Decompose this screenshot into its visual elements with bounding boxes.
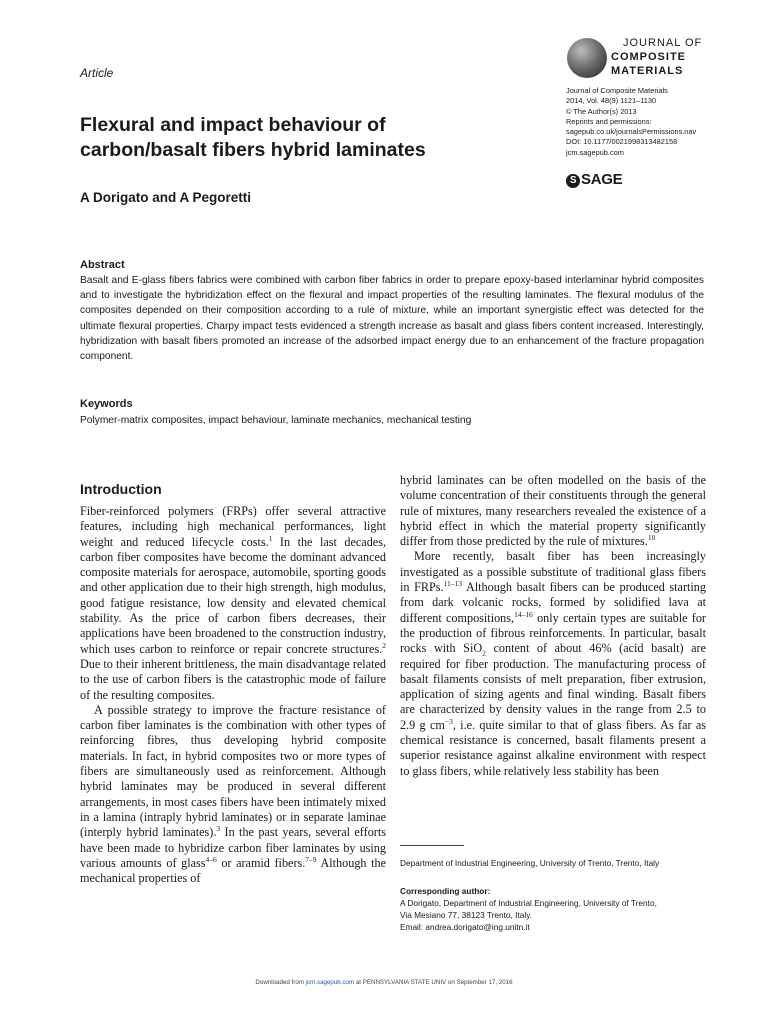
- sage-logo: [566, 171, 622, 188]
- download-notice: Downloaded from jcm.sagepub.com at PENNSYLVANIA STATE UNIV on September 17, 2016: [255, 979, 513, 986]
- sage-logo-text: SAGE: [581, 171, 623, 188]
- corr-email[interactable]: Email: andrea.dorigato@ing.unitn.it: [400, 922, 530, 933]
- title-line-1: Flexural and impact behaviour of: [80, 114, 386, 136]
- copyright: © The Author(s) 2013: [566, 106, 637, 116]
- corresponding-author-heading: Corresponding author:: [400, 886, 491, 896]
- citation-ref[interactable]: 11–13: [443, 579, 463, 589]
- citation-ref[interactable]: 7–9: [305, 854, 317, 864]
- journal-site-link[interactable]: jcm.sagepub.com: [566, 147, 624, 157]
- reprints-label: Reprints and permissions:: [566, 116, 652, 126]
- corresponding-author-details: [400, 897, 706, 934]
- citation-ref[interactable]: 3: [216, 824, 221, 834]
- reprints-link[interactable]: sagepub.co.uk/journalsPermissions.nav: [566, 127, 697, 137]
- abstract-heading: Abstract: [80, 259, 125, 271]
- journal-sphere-logo-icon: [567, 38, 607, 78]
- keywords-text: Polymer-matrix composites, impact behaviour, laminate mechanics, mechanical testing: [80, 415, 472, 426]
- title-line-2: carbon/basalt fibers hybrid laminates: [80, 139, 426, 161]
- doi[interactable]: DOI: 10.1177/0021998313482158: [566, 137, 678, 147]
- download-source-link[interactable]: jcm.sagepub.com: [305, 979, 355, 986]
- introduction-heading: Introduction: [80, 481, 162, 497]
- intro-paragraph-2-continued: hybrid laminates can be often modelled on the basis of the volume concentration of their constituents through the general rule of mixtures, many researchers revealed the existence of a hybrid effect in which the material property significantly differ from those predicted by the rule of mixtures.$^{10}$: [400, 473, 706, 549]
- keywords-heading: Keywords: [80, 398, 133, 410]
- journal-logo-line-1: JOURNAL OF: [623, 37, 703, 49]
- intro-paragraph-3: More recently, basalt fiber has been increasingly investigated as a possible substitute of traditional glass fibers in FRPs.$^{11-13}$ Although basalt fibers can be produced starting from dark volcanic rocks, formed by solidified lava at different compositions,$^{14-16}$ only certain types are suitable for the production of fibrous reinforcements. In particular, basalt rocks with SiO$_2$ content of about 46% (acid basalt) are required for fiber production. The manufacturing process of basalt filaments consists of melt preparation, fiber extrusion, application of sizing agents and final winding. Basalt fibers are characterized by density values in the range from 2.5 to 2.9 g $cm^{-3}$, i.e. quite similar to that of glass fibers. As far as chemical resistance is concerned, basalt filaments present a superior resistance against alkaline environment with respect to glass fibers, while relatively less stability has been: [400, 549, 706, 778]
- corr-line-2: Via Mesiano 77, 38123 Trento, Italy.: [400, 910, 533, 921]
- sage-mark-icon: S: [566, 174, 580, 188]
- subscript: 2: [482, 648, 486, 658]
- journal-logo-line-2: COMPOSITE: [611, 51, 687, 63]
- authors: A Dorigato and A Pegoretti: [80, 190, 252, 205]
- citation-ref[interactable]: 4–6: [205, 854, 217, 864]
- publication-metadata: [566, 86, 756, 158]
- intro-paragraph-2: A possible strategy to improve the fracture resistance of carbon fiber laminates is the combination with other types of reinforcing fibres, thus developing hybrid composite materials. In fact, in hybrid composites two or more types of fibers are simultaneously used as reinforcement. Although hybrid laminates may be produced in several different arrangements, in most cases fibers have been intimately mixed in a lamina (intraply hybrid laminates) or in separate laminae (interply hybrid laminates).$^3$ In the past years, several efforts have been made to hybridize carbon fiber laminates by using various amounts of glass$^{4-6}$ or aramid fibers.$^{7-9}$ Although the mechanical properties of: [80, 702, 386, 886]
- volume-info: 2014, Vol. 48(9) 1121–1130: [566, 96, 657, 106]
- citation-ref[interactable]: 14–16: [514, 609, 533, 619]
- citation-ref[interactable]: 10: [647, 533, 656, 543]
- affiliation-footnote: Department of Industrial Engineering, University of Trento, Trento, Italy: [400, 858, 660, 868]
- journal-name: Journal of Composite Materials: [566, 86, 668, 95]
- citation-ref[interactable]: 2: [382, 640, 386, 650]
- superscript: −3: [444, 716, 453, 726]
- citation-ref[interactable]: 1: [268, 533, 273, 543]
- body-column-right: [400, 473, 706, 779]
- article-type-label: Article: [80, 66, 114, 80]
- body-column-left: [80, 504, 386, 886]
- intro-paragraph-1: Fiber-reinforced polymers (FRPs) offer several attractive features, including high mechanical performances, light weight and reduced lifecycle costs.$^1$ In the last decades, carbon fiber composites have become the dominant advanced composite materials for aerospace, automobile, sporting goods and other application due to their high strength, high modulus, good fatigue resistance, low density and elevated chemical stability. As the price of carbon fibers decreases, their applications have been broadened to the construction industry, which uses carbon to reinforce or repair concrete structures.$^2$ Due to their inherent brittleness, the main disadvantage related to the use of carbon fibers is the catastrophic mode of failure of the resulting composites.: [80, 504, 386, 702]
- journal-logo-line-3: MATERIALS: [611, 65, 684, 77]
- abstract-text: Basalt and E-glass fibers fabrics were combined with carbon fiber fabrics in order to prepare epoxy-based interlaminar hybrid composites and to investigate the hybridization effect on the flexural and impact properties of the resulting laminates. The flexural modulus of the composites depended on their composition according to a rule of mixture, while an important synergistic effect was detected for the ultimate flexural properties. Charpy impact tests evidenced a strength increase as basalt and glass fibers content increased. Interestingly, hybridization with basalt fibers promoted an increase of the adsorbed impact energy due to an enhancement of the fracture propagation component.: [80, 275, 704, 363]
- corr-line-1: A Dorigato, Department of Industrial Engineering, University of Trento,: [400, 898, 657, 908]
- article-title: [80, 113, 530, 163]
- footnote-divider: [400, 845, 464, 846]
- journal-logo: [567, 37, 707, 81]
